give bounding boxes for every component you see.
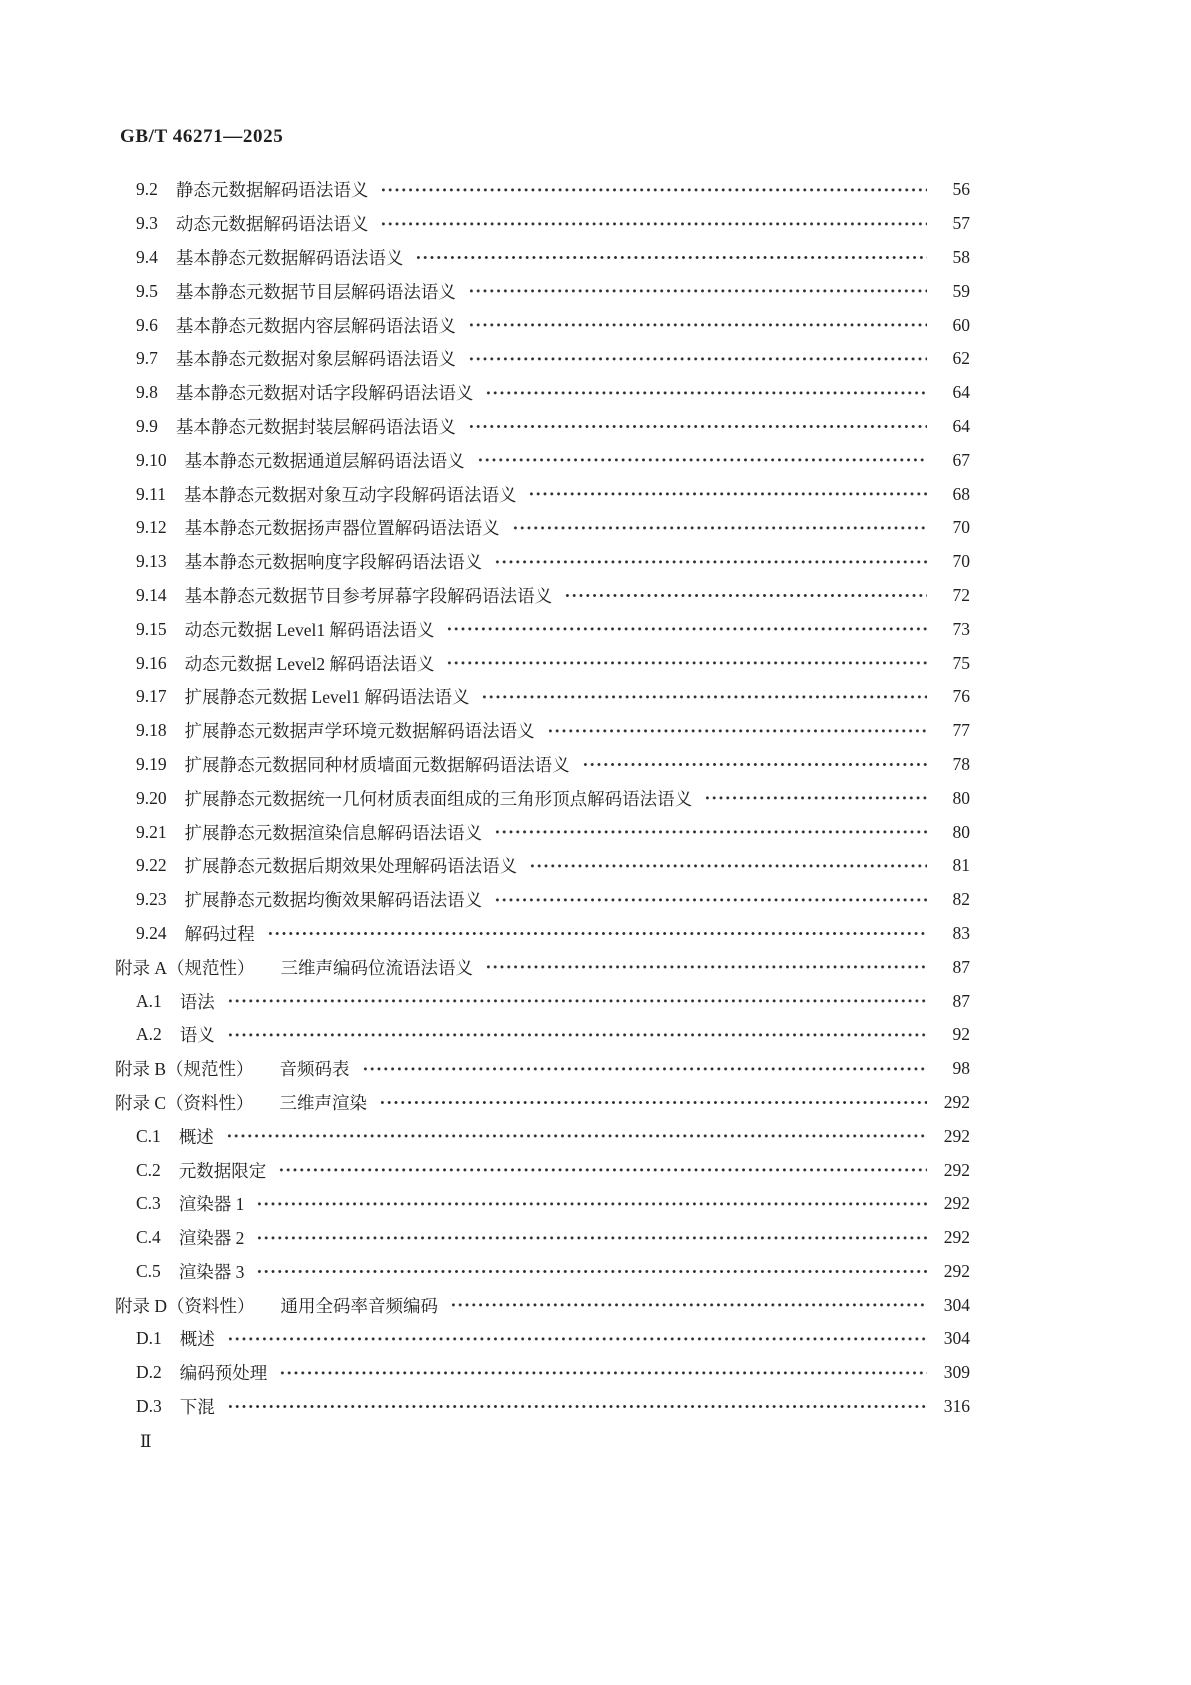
toc-entry-page: 83 bbox=[952, 922, 970, 943]
dot-leader bbox=[468, 342, 927, 376]
toc-entry-page: 292 bbox=[943, 1193, 970, 1214]
dot-leader bbox=[494, 545, 927, 579]
dot-leader bbox=[256, 1187, 927, 1221]
toc-entry-number: 9.3 bbox=[136, 213, 158, 234]
toc-entry bbox=[115, 984, 970, 1018]
toc-entry-page: 62 bbox=[952, 348, 970, 369]
toc-entry-number: 9.14 bbox=[136, 584, 167, 605]
toc-entry-number: 附录 D（资料性） bbox=[115, 1295, 255, 1316]
toc-entry bbox=[115, 1221, 970, 1255]
document-code: GB/T 46271—2025 bbox=[120, 126, 284, 147]
toc-entry bbox=[115, 1153, 970, 1187]
toc-entry-page: 87 bbox=[952, 956, 970, 977]
toc-entry-number: 9.7 bbox=[136, 348, 158, 369]
table-of-contents bbox=[115, 173, 970, 1423]
toc-entry-title: 概述 bbox=[179, 1329, 215, 1350]
toc-entry bbox=[115, 241, 970, 275]
dot-leader bbox=[227, 1390, 927, 1424]
dot-leader bbox=[468, 410, 927, 444]
toc-entry-page: 82 bbox=[952, 889, 970, 910]
dot-leader bbox=[379, 1086, 927, 1120]
dot-leader bbox=[547, 714, 927, 748]
dot-leader bbox=[267, 917, 927, 951]
toc-entry-title: 音频码表 bbox=[279, 1059, 350, 1080]
toc-entry-number: 9.10 bbox=[136, 449, 167, 470]
toc-entry-number: 9.8 bbox=[136, 382, 158, 403]
toc-entry-number: C.2 bbox=[136, 1159, 161, 1180]
toc-entry-title: 扩展静态元数据同种材质墙面元数据解码语法语义 bbox=[184, 754, 570, 775]
toc-entry-title: 动态元数据 Level2 解码语法语义 bbox=[184, 653, 435, 674]
toc-entry-page: 292 bbox=[943, 1159, 970, 1180]
dot-leader bbox=[362, 1052, 927, 1086]
dot-leader bbox=[528, 477, 927, 511]
toc-entry-number: 9.13 bbox=[136, 551, 167, 572]
toc-entry-title: 语法 bbox=[179, 991, 215, 1012]
toc-entry-page: 292 bbox=[943, 1260, 970, 1281]
toc-entry-title: 语义 bbox=[179, 1025, 215, 1046]
toc-entry bbox=[115, 748, 970, 782]
dot-leader bbox=[256, 1255, 927, 1289]
dot-leader bbox=[468, 308, 927, 342]
toc-entry bbox=[115, 680, 970, 714]
toc-entry-number: A.2 bbox=[136, 1024, 162, 1045]
toc-entry bbox=[115, 207, 970, 241]
toc-entry-title: 基本静态元数据封装层解码语法语义 bbox=[175, 416, 456, 437]
toc-entry-number: 9.5 bbox=[136, 280, 158, 301]
toc-entry-number: 附录 C（资料性） bbox=[115, 1092, 254, 1113]
toc-entry-title: 基本静态元数据内容层解码语法语义 bbox=[175, 315, 456, 336]
toc-entry-number: 9.23 bbox=[136, 889, 167, 910]
toc-entry-number: 9.17 bbox=[136, 686, 167, 707]
toc-entry-number: 9.2 bbox=[136, 179, 158, 200]
toc-entry-title: 扩展静态元数据 Level1 解码语法语义 bbox=[184, 687, 470, 708]
toc-entry-title: 基本静态元数据扬声器位置解码语法语义 bbox=[184, 518, 500, 539]
toc-entry-page: 77 bbox=[952, 720, 970, 741]
toc-entry-title: 扩展静态元数据声学环境元数据解码语法语义 bbox=[184, 721, 535, 742]
toc-entry-title: 基本静态元数据节目参考屏幕字段解码语法语义 bbox=[184, 585, 553, 606]
toc-entry bbox=[115, 917, 970, 951]
toc-entry-title: 基本静态元数据对话字段解码语法语义 bbox=[175, 383, 474, 404]
dot-leader bbox=[279, 1356, 927, 1390]
dot-leader bbox=[529, 849, 927, 883]
toc-entry-page: 64 bbox=[952, 382, 970, 403]
toc-entry-title: 渲染器 1 bbox=[178, 1194, 245, 1215]
dot-leader bbox=[494, 815, 927, 849]
toc-entry-title: 编码预处理 bbox=[179, 1363, 268, 1384]
dot-leader bbox=[380, 173, 927, 207]
toc-entry bbox=[115, 1052, 970, 1086]
toc-entry bbox=[115, 1086, 970, 1120]
toc-entry-title: 基本静态元数据对象互动字段解码语法语义 bbox=[183, 484, 517, 505]
toc-entry-number: 附录 A（规范性） bbox=[115, 957, 255, 978]
toc-entry bbox=[115, 815, 970, 849]
toc-entry-number: 9.11 bbox=[136, 483, 166, 504]
toc-entry-page: 68 bbox=[952, 483, 970, 504]
toc-entry-number: 9.6 bbox=[136, 314, 158, 335]
toc-entry bbox=[115, 1356, 970, 1390]
toc-entry bbox=[115, 950, 970, 984]
dot-leader bbox=[227, 1018, 927, 1052]
toc-entry-page: 75 bbox=[952, 652, 970, 673]
toc-entry-page: 81 bbox=[952, 855, 970, 876]
toc-entry bbox=[115, 714, 970, 748]
toc-entry bbox=[115, 511, 970, 545]
toc-entry-number: 9.15 bbox=[136, 618, 167, 639]
toc-entry bbox=[115, 1255, 970, 1289]
toc-entry-page: 292 bbox=[943, 1125, 970, 1146]
toc-entry-page: 57 bbox=[952, 213, 970, 234]
toc-entry-title: 扩展静态元数据后期效果处理解码语法语义 bbox=[184, 856, 518, 877]
toc-entry bbox=[115, 1119, 970, 1153]
dot-leader bbox=[468, 274, 927, 308]
toc-entry bbox=[115, 477, 970, 511]
toc-entry bbox=[115, 274, 970, 308]
toc-entry-page: 78 bbox=[952, 753, 970, 774]
toc-entry-page: 72 bbox=[952, 584, 970, 605]
toc-entry bbox=[115, 646, 970, 680]
toc-entry-page: 64 bbox=[952, 415, 970, 436]
toc-entry bbox=[115, 545, 970, 579]
toc-entry-title: 通用全码率音频编码 bbox=[280, 1295, 439, 1316]
toc-entry-page: 73 bbox=[952, 618, 970, 639]
toc-entry-title: 解码过程 bbox=[184, 923, 255, 944]
toc-entry bbox=[115, 883, 970, 917]
toc-entry-page: 67 bbox=[952, 449, 970, 470]
toc-entry bbox=[115, 849, 970, 883]
toc-entry-page: 292 bbox=[943, 1091, 970, 1112]
toc-entry-page: 309 bbox=[943, 1362, 970, 1383]
dot-leader bbox=[450, 1288, 927, 1322]
toc-entry-page: 56 bbox=[952, 179, 970, 200]
toc-entry-number: C.3 bbox=[136, 1193, 161, 1214]
toc-entry-title: 元数据限定 bbox=[178, 1160, 267, 1181]
toc-entry bbox=[115, 579, 970, 613]
toc-entry-title: 基本静态元数据节目层解码语法语义 bbox=[175, 281, 456, 302]
toc-entry-title: 基本静态元数据解码语法语义 bbox=[175, 247, 404, 268]
toc-entry-title: 扩展静态元数据均衡效果解码语法语义 bbox=[184, 890, 483, 911]
toc-entry-title: 动态元数据 Level1 解码语法语义 bbox=[184, 619, 435, 640]
toc-entry bbox=[115, 612, 970, 646]
toc-entry-title: 动态元数据解码语法语义 bbox=[175, 214, 369, 235]
toc-entry bbox=[115, 376, 970, 410]
dot-leader bbox=[704, 781, 927, 815]
toc-entry-number: 附录 B（规范性） bbox=[115, 1059, 254, 1080]
toc-entry-page: 292 bbox=[943, 1227, 970, 1248]
toc-entry-title: 扩展静态元数据渲染信息解码语法语义 bbox=[184, 822, 483, 843]
toc-entry-title: 下混 bbox=[179, 1397, 215, 1418]
toc-entry-title: 渲染器 3 bbox=[178, 1261, 245, 1282]
toc-entry-title: 三维声编码位流语法语义 bbox=[280, 957, 474, 978]
toc-entry-number: C.5 bbox=[136, 1260, 161, 1281]
toc-entry-page: 80 bbox=[952, 821, 970, 842]
toc-entry-number: 9.21 bbox=[136, 821, 167, 842]
toc-entry-page: 70 bbox=[952, 517, 970, 538]
toc-entry-page: 92 bbox=[952, 1024, 970, 1045]
toc-entry-title: 概述 bbox=[178, 1126, 214, 1147]
toc-entry-number: 9.16 bbox=[136, 652, 167, 673]
toc-entry bbox=[115, 781, 970, 815]
toc-entry-number: 9.19 bbox=[136, 753, 167, 774]
toc-entry-title: 渲染器 2 bbox=[178, 1228, 245, 1249]
toc-entry-number: 9.4 bbox=[136, 246, 158, 267]
dot-leader bbox=[227, 984, 927, 1018]
dot-leader bbox=[582, 748, 927, 782]
toc-entry-page: 304 bbox=[943, 1294, 970, 1315]
toc-entry bbox=[115, 342, 970, 376]
toc-entry-page: 59 bbox=[952, 280, 970, 301]
toc-entry bbox=[115, 1322, 970, 1356]
toc-entry-number: 9.24 bbox=[136, 922, 167, 943]
dot-leader bbox=[485, 950, 927, 984]
toc-entry-number: D.1 bbox=[136, 1328, 162, 1349]
toc-entry bbox=[115, 308, 970, 342]
toc-entry-number: 9.22 bbox=[136, 855, 167, 876]
dot-leader bbox=[415, 241, 927, 275]
dot-leader bbox=[564, 579, 927, 613]
dot-leader bbox=[226, 1119, 927, 1153]
toc-entry-page: 304 bbox=[943, 1328, 970, 1349]
dot-leader bbox=[256, 1221, 927, 1255]
page-number: Ⅱ bbox=[140, 1432, 152, 1452]
toc-entry-number: D.3 bbox=[136, 1396, 162, 1417]
dot-leader bbox=[494, 883, 927, 917]
dot-leader bbox=[485, 376, 927, 410]
toc-entry-title: 静态元数据解码语法语义 bbox=[175, 180, 369, 201]
toc-entry-title: 基本静态元数据响度字段解码语法语义 bbox=[184, 552, 483, 573]
toc-entry-number: A.1 bbox=[136, 990, 162, 1011]
toc-entry-page: 70 bbox=[952, 551, 970, 572]
toc-entry-number: 9.20 bbox=[136, 787, 167, 808]
toc-entry-number: D.2 bbox=[136, 1362, 162, 1383]
toc-entry-number: 9.18 bbox=[136, 720, 167, 741]
toc-entry-number: 9.9 bbox=[136, 415, 158, 436]
toc-entry-page: 80 bbox=[952, 787, 970, 808]
toc-entry-title: 基本静态元数据对象层解码语法语义 bbox=[175, 349, 456, 370]
toc-entry-title: 扩展静态元数据统一几何材质表面组成的三角形顶点解码语法语义 bbox=[184, 788, 693, 809]
dot-leader bbox=[481, 680, 927, 714]
toc-entry-page: 58 bbox=[952, 246, 970, 267]
dot-leader bbox=[446, 612, 927, 646]
toc-entry-page: 60 bbox=[952, 314, 970, 335]
dot-leader bbox=[512, 511, 927, 545]
toc-entry bbox=[115, 1018, 970, 1052]
dot-leader bbox=[278, 1153, 927, 1187]
toc-entry bbox=[115, 410, 970, 444]
dot-leader bbox=[380, 207, 927, 241]
toc-entry-page: 98 bbox=[952, 1058, 970, 1079]
toc-entry-title: 三维声渲染 bbox=[279, 1092, 368, 1113]
dot-leader bbox=[227, 1322, 927, 1356]
toc-entry-number: C.1 bbox=[136, 1125, 161, 1146]
toc-entry bbox=[115, 1288, 970, 1322]
dot-leader bbox=[446, 646, 927, 680]
toc-entry bbox=[115, 1187, 970, 1221]
toc-entry bbox=[115, 173, 970, 207]
toc-entry-page: 76 bbox=[952, 686, 970, 707]
toc-entry-number: 9.12 bbox=[136, 517, 167, 538]
dot-leader bbox=[477, 443, 927, 477]
toc-entry bbox=[115, 443, 970, 477]
toc-entry bbox=[115, 1390, 970, 1424]
toc-entry-page: 316 bbox=[943, 1396, 970, 1417]
toc-entry-page: 87 bbox=[952, 990, 970, 1011]
toc-entry-title: 基本静态元数据通道层解码语法语义 bbox=[184, 450, 465, 471]
toc-entry-number: C.4 bbox=[136, 1227, 161, 1248]
